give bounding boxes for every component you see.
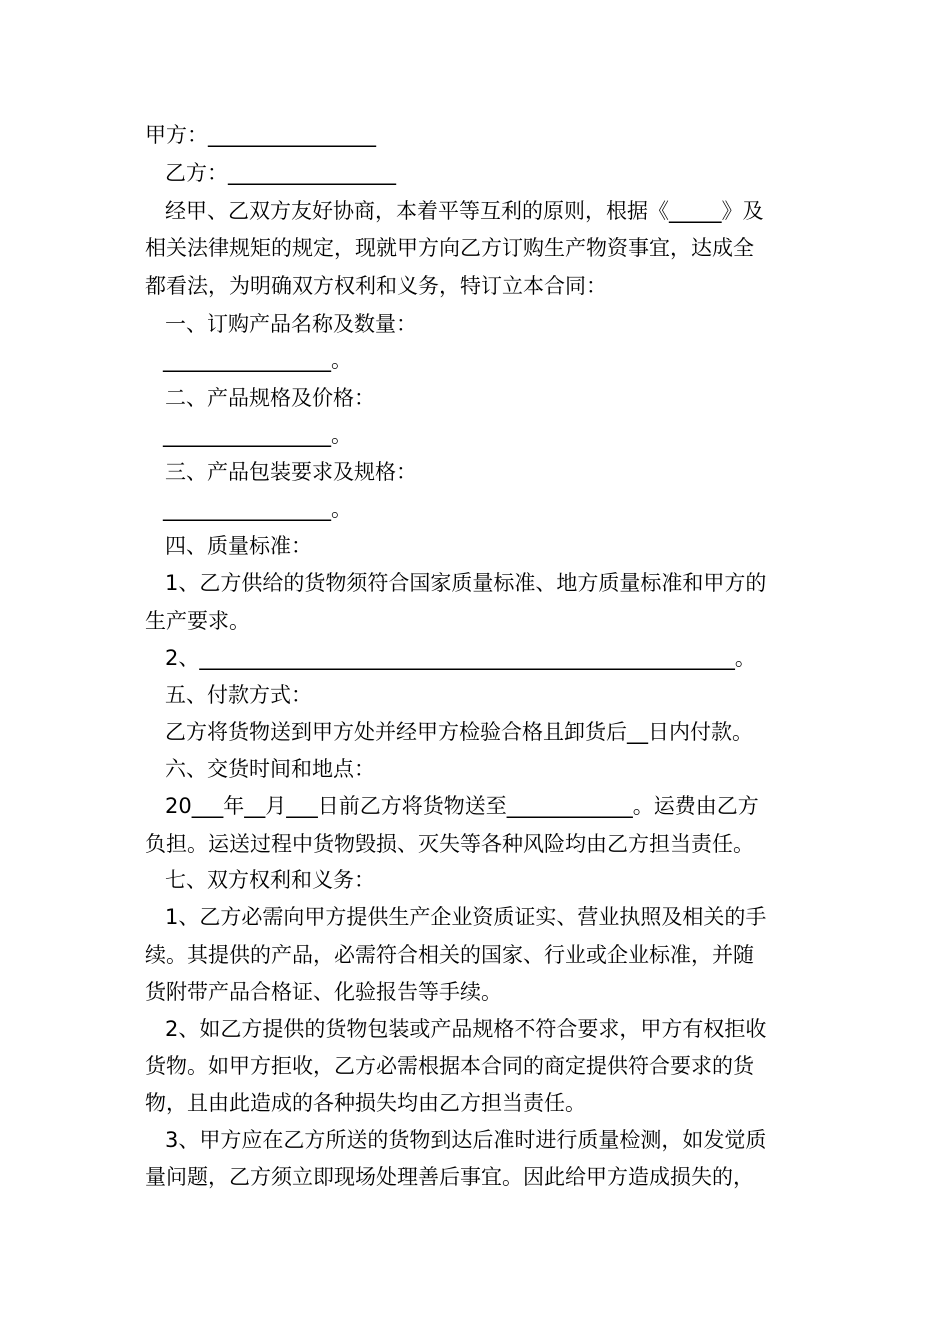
section-7-item-1-line-1: 1、乙方必需向甲方提供生产企业资质证实、营业执照及相关的手: [165, 905, 767, 929]
preamble-line-2: 相关法律规矩的规定，现就甲方向乙方订购生产物资事宜，达成全: [145, 236, 754, 260]
section-4-item-2: 2、___________________________________________________。: [165, 646, 756, 670]
section-4-heading: 四、质量标准：: [165, 534, 312, 558]
party-a-line: 甲方：________________: [145, 123, 376, 147]
section-7-heading: 七、双方权利和义务：: [165, 868, 375, 892]
section-5-heading: 五、付款方式：: [165, 683, 312, 707]
section-4-item-1-line-2: 生产要求。: [145, 609, 250, 633]
section-3-blank: ________________。: [163, 497, 352, 521]
section-7-item-3-line-1: 3、甲方应在乙方所送的货物到达后准时进行质量检测，如发觉质: [165, 1128, 767, 1152]
section-7-item-2-line-3: 物，且由此造成的各种损失均由乙方担当责任。: [145, 1091, 586, 1115]
section-5-body: 乙方将货物送到甲方处并经甲方检验合格且卸货后__日内付款。: [165, 720, 753, 744]
section-7-item-1-line-2: 续。其提供的产品，必需符合相关的国家、行业或企业标准，并随: [145, 943, 754, 967]
section-2-blank: ________________。: [163, 423, 352, 447]
section-7-item-2-line-1: 2、如乙方提供的货物包装或产品规格不符合要求，甲方有权拒收: [165, 1017, 767, 1041]
section-4-item-1-line-1: 1、乙方供给的货物须符合国家质量标准、地方质量标准和甲方的: [165, 571, 767, 595]
preamble-line-3: 都看法，为明确双方权利和义务，特订立本合同：: [145, 274, 607, 298]
section-1-heading: 一、订购产品名称及数量：: [165, 312, 417, 336]
section-3-heading: 三、产品包装要求及规格：: [165, 460, 417, 484]
section-6-body-line-2: 负担。运送过程中货物毁损、灭失等各种风险均由乙方担当责任。: [145, 832, 754, 856]
section-7-item-1-line-3: 货附带产品合格证、化验报告等手续。: [145, 980, 502, 1004]
section-1-blank: ________________。: [163, 348, 352, 372]
section-2-heading: 二、产品规格及价格：: [165, 386, 375, 410]
section-7-item-3-line-2: 量问题，乙方须立即现场处理善后事宜。因此给甲方造成损失的，: [145, 1165, 754, 1189]
preamble-line-1: 经甲、乙双方友好协商，本着平等互利的原则，根据《_____》及: [165, 199, 764, 223]
party-b-line: 乙方：________________: [165, 161, 396, 185]
section-6-body-line-1: 20___年__月___日前乙方将货物送至____________。运费由乙方: [165, 794, 759, 818]
section-7-item-2-line-2: 货物。如甲方拒收，乙方必需根据本合同的商定提供符合要求的货: [145, 1054, 754, 1078]
section-6-heading: 六、交货时间和地点：: [165, 757, 375, 781]
